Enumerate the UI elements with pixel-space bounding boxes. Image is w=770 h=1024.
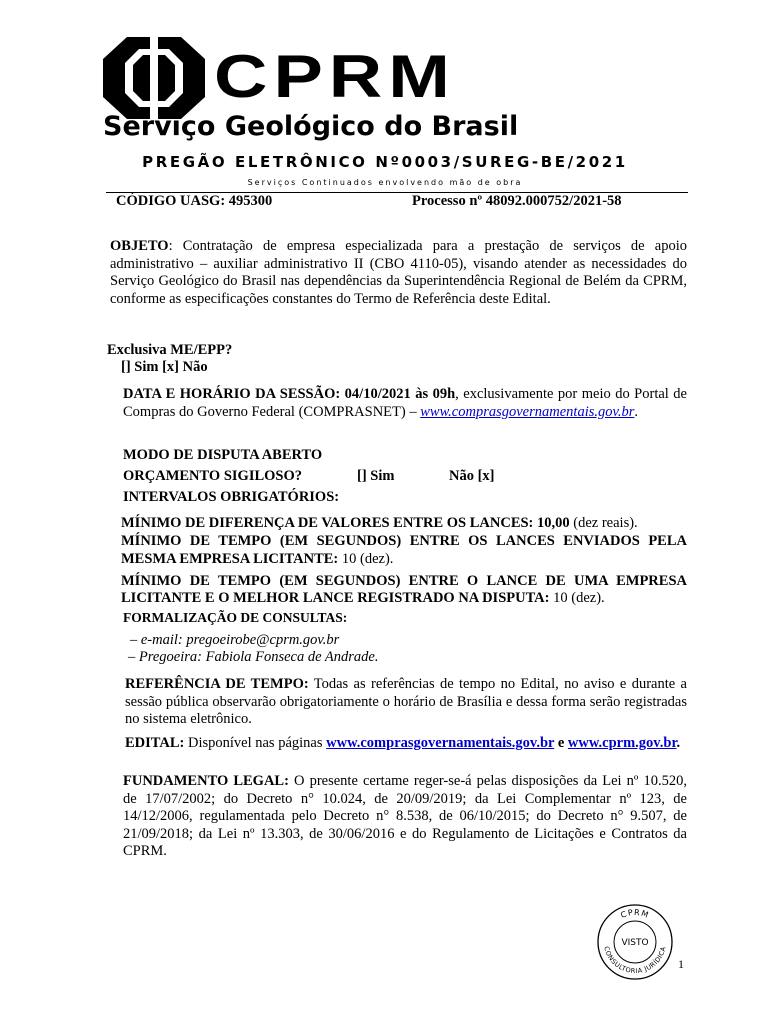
edital-text: Disponível nas páginas bbox=[184, 735, 327, 751]
modo-disputa: MODO DE DISPUTA ABERTO bbox=[123, 447, 323, 463]
logo-wordmark: CPRM bbox=[214, 41, 456, 110]
edital-comprasnet-link[interactable]: www.comprasgovernamentais.gov.br bbox=[326, 735, 555, 751]
minimo-tempo-1 bbox=[121, 533, 687, 568]
objeto-paragraph bbox=[110, 238, 687, 308]
stamp-bottom-text: CONSULTORIA JURÍDICA bbox=[602, 945, 668, 976]
cprm-link[interactable]: www.cprm.gov.br bbox=[567, 735, 677, 751]
stamp-top-text: CPRM bbox=[619, 907, 651, 920]
minimo-tempo-2 bbox=[121, 573, 687, 607]
fundamento-paragraph bbox=[123, 773, 687, 861]
minimo-tempo-1-label: MÍNIMO DE TEMPO (EM SEGUNDOS) ENTRE OS LANCES ENVIADOS PELA MESMA EMPRESA LICITANTE: bbox=[121, 533, 687, 567]
objeto-label: OBJETO bbox=[110, 238, 169, 254]
sessao-text: , exclusivamente por meio do Portal de Compras do Governo Federal (COMPRASNET) – bbox=[123, 386, 687, 420]
edital-label: EDITAL: bbox=[125, 735, 185, 751]
exclusiva-label: Exclusiva ME/EPP? bbox=[107, 342, 233, 358]
orcamento-sim: [] Sim bbox=[357, 468, 395, 484]
minimo-valores-label: MÍNIMO DE DIFERENÇA DE VALORES ENTRE OS LANCES: 10,00 bbox=[121, 515, 570, 531]
fundamento-text: O presente certame reger-se-á pelas disposições da Lei nº 10.520, de 17/07/2002; do Decreto n° 10.024, de 20/09/2019; da Lei Complementar nº 123, de 14/12/2006, regulamentada pelo Decreto n° 8.538, de 06/10/2015; do Decreto n° 9.507, de 21/09/2018; da Lei nº 13.303, de 30/06/2016 e do Regulamento de Licitações e Contratos da CPRM. bbox=[123, 773, 687, 859]
sessao-label: DATA E HORÁRIO DA SESSÃO: 04/10/2021 às 09h bbox=[123, 386, 456, 402]
exclusiva-options: [] Sim [x] Não bbox=[121, 359, 208, 375]
edital-mid: e bbox=[554, 735, 568, 751]
edital-end: . bbox=[676, 735, 681, 751]
intervalos-heading: INTERVALOS OBRIGATÓRIOS: bbox=[123, 489, 340, 505]
referencia-text: Todas as referências de tempo no Edital, no aviso e durante a sessão pública observarão obrigatoriamente o horário de Brasília e dessa forma serão registradas no sistema eletrônico. bbox=[125, 676, 687, 727]
cprm-logo-icon bbox=[103, 37, 205, 119]
minimo-tempo-2-text: 10 (dez). bbox=[549, 590, 605, 606]
referencia-paragraph bbox=[125, 676, 687, 729]
minimo-valores bbox=[121, 515, 638, 532]
referencia-label: REFERÊNCIA DE TEMPO: bbox=[125, 676, 309, 692]
orcamento-label: ORÇAMENTO SIGILOSO? bbox=[123, 468, 303, 484]
formalizacao-heading: FORMALIZAÇÃO DE CONSULTAS: bbox=[123, 610, 348, 625]
contact-email[interactable]: – e-mail: pregoeirobe@cprm.gov.br bbox=[130, 632, 340, 648]
sessao-paragraph bbox=[123, 386, 687, 421]
svg-text:CPRM bbox=[619, 908, 650, 920]
page-number: 1 bbox=[678, 957, 684, 971]
page-subtitle: Serviços Continuados envolvendo mão de obra bbox=[247, 178, 523, 187]
processo-number: Processo nº 48092.000752/2021-58 bbox=[412, 193, 622, 209]
logo-subtitle: Serviço Geológico do Brasil bbox=[103, 111, 519, 142]
stamp-center-text: VISTO bbox=[621, 938, 649, 948]
minimo-tempo-1-text: 10 (dez). bbox=[338, 550, 394, 567]
page-title: PREGÃO ELETRÔNICO Nº0003/SUREG-BE/2021 bbox=[142, 153, 628, 171]
contact-pregoeira: – Pregoeira: Fabiola Fonseca de Andrade. bbox=[128, 649, 379, 665]
minimo-tempo-2-label: MÍNIMO DE TEMPO (EM SEGUNDOS) ENTRE O LANCE DE UMA EMPRESA LICITANTE E O MELHOR LANCE REGISTRADO NA DISPUTA: bbox=[121, 573, 687, 606]
fundamento-label: FUNDAMENTO LEGAL: bbox=[123, 773, 289, 789]
edital-paragraph bbox=[125, 735, 687, 753]
uasg-code: CÓDIGO UASG: 495300 bbox=[116, 193, 273, 209]
comprasnet-link[interactable]: www.comprasgovernamentais.gov.br bbox=[420, 403, 635, 420]
objeto-text: : Contratação de empresa especializada para a prestação de serviços de apoio administrativo – auxiliar administrativo II (CBO 4110-05), visando atender as necessidades do Serviço Geológico do Brasil nas dependências da Superintendência Regional de Belém da CPRM, conforme as especificações constantes do Termo de Referência deste Edital. bbox=[110, 238, 687, 307]
visto-stamp-icon bbox=[596, 903, 674, 981]
minimo-valores-text: (dez reais). bbox=[569, 515, 638, 531]
orcamento-nao: Não [x] bbox=[449, 468, 495, 484]
sessao-end: . bbox=[634, 403, 638, 420]
